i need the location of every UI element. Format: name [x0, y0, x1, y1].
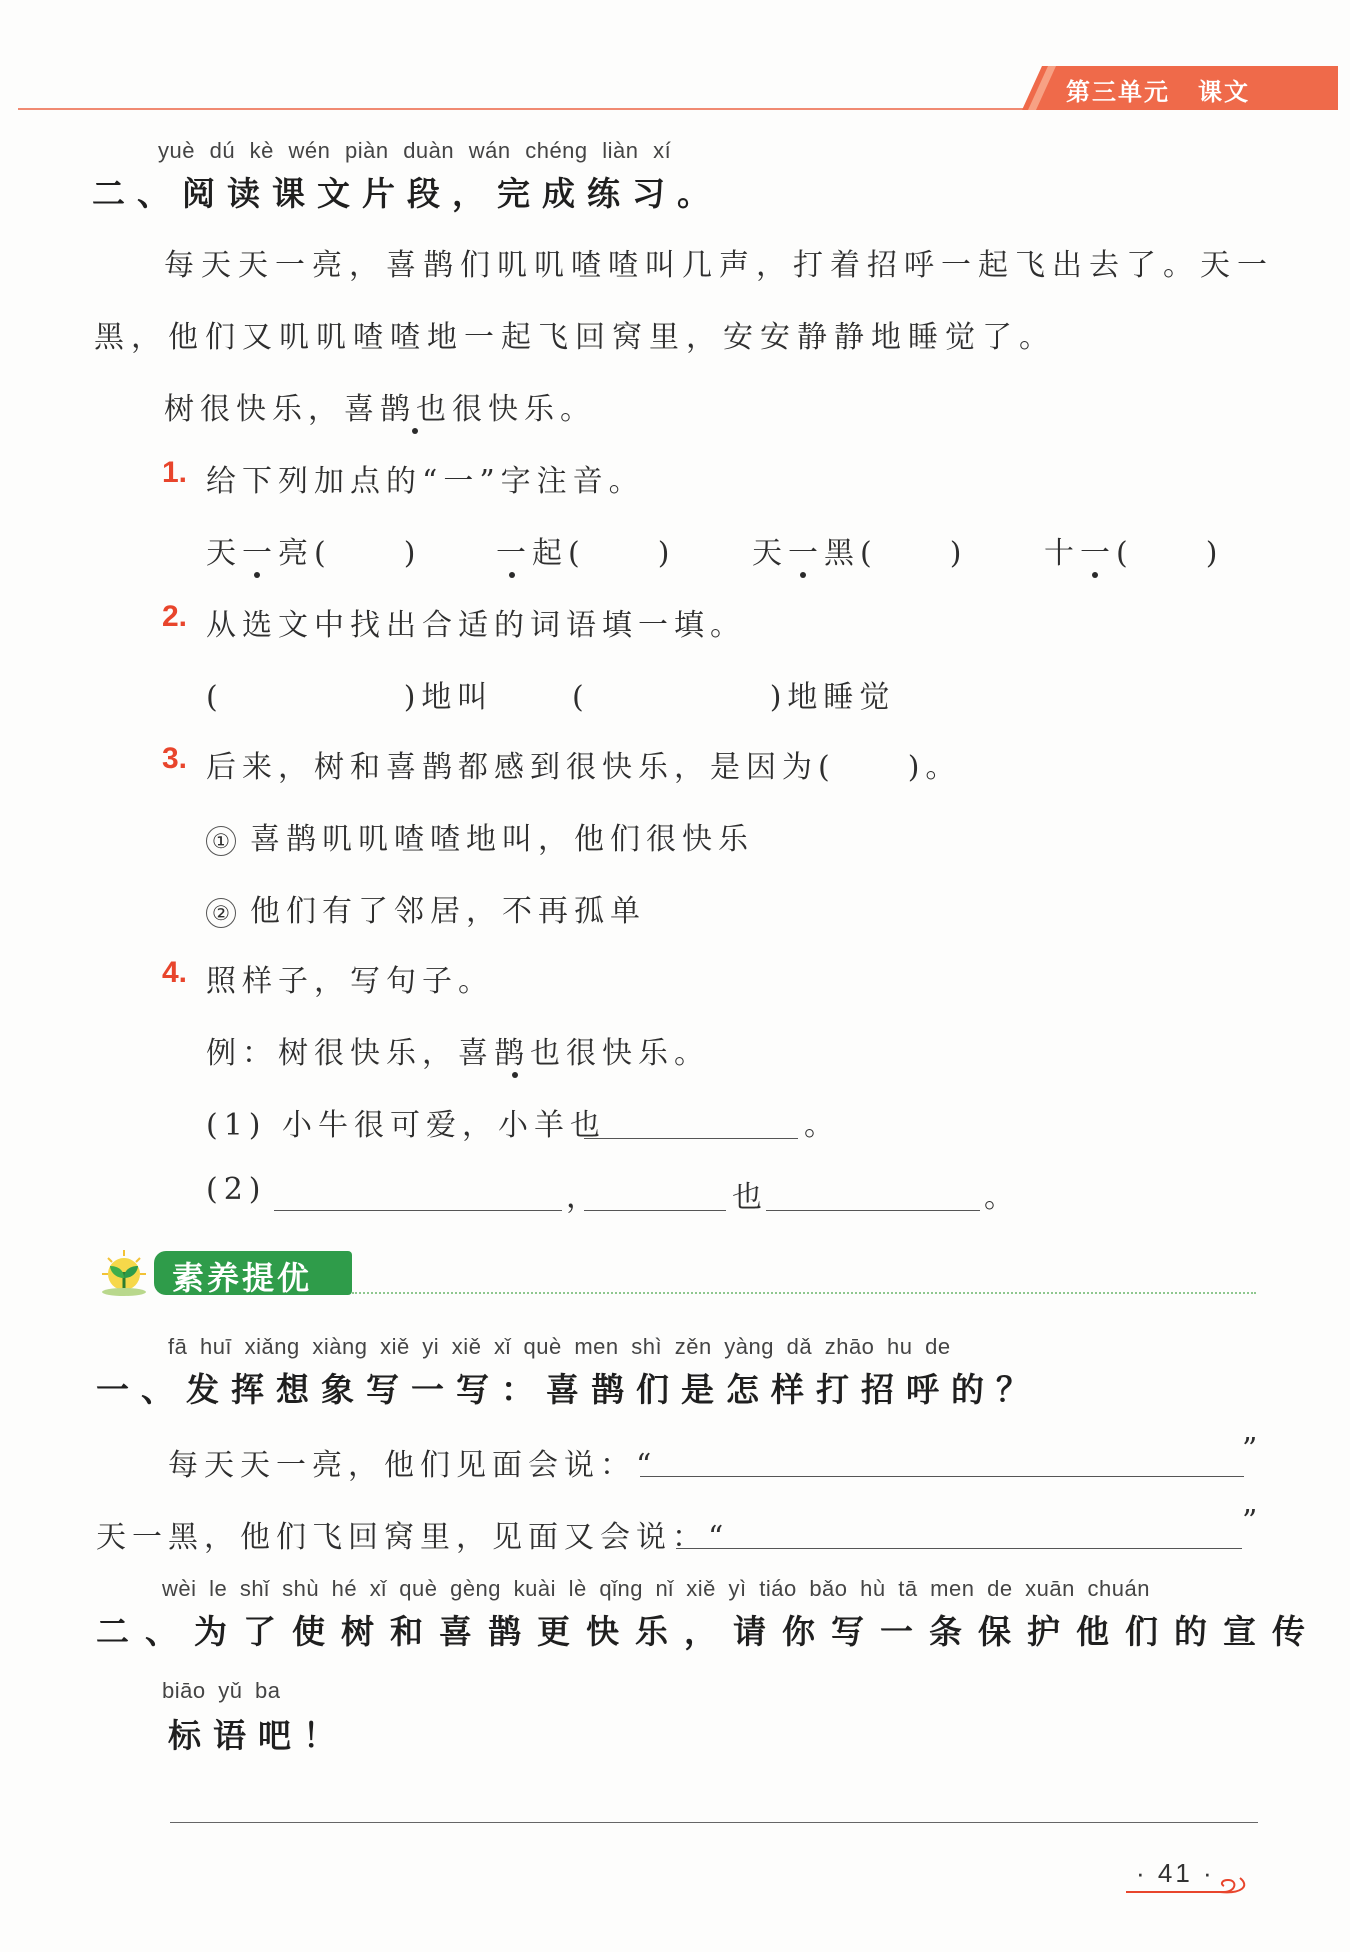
option-marker: ① [206, 826, 236, 856]
extra2-title: 二、为了使树和喜鹊更快乐，请你写一条保护他们的宣传 [96, 1612, 1321, 1651]
passage-line-3: 树很快乐，喜鹊也很快乐。 [164, 392, 596, 427]
extra2-title-2: 标语吧！ [168, 1716, 348, 1755]
q1-item-3: 天一黑( ) [752, 536, 968, 571]
q4-number: 4. [162, 956, 188, 989]
extra1-line-1-end: ” [1242, 1432, 1264, 1467]
q1-item-1: 天一亮( ) [206, 536, 422, 571]
passage-line-1: 每天天一亮，喜鹊们叽叽喳喳叫几声，打着招呼一起飞出去了。天一 [164, 248, 1274, 283]
q1-text: 给下列加点的“一”字注音。 [206, 464, 645, 499]
section2-title: 二、阅读课文片段，完成练习。 [92, 174, 722, 213]
emphasis-dot [512, 1072, 518, 1078]
q3-text: 后来，树和喜鹊都感到很快乐，是因为( )。 [206, 750, 962, 785]
q3-option-2 [206, 886, 646, 930]
lesson-label: 课文 [1198, 78, 1250, 106]
q4-sub2-ye: 也 [732, 1180, 768, 1215]
page-arrow-icon [1124, 1872, 1254, 1900]
emphasis-dot [800, 572, 806, 578]
option-text: 喜鹊叽叽喳喳地叫，他们很快乐 [250, 822, 754, 857]
answer-line [676, 1548, 1242, 1549]
emphasis-dot [1092, 572, 1098, 578]
q4-sub1-end: 。 [804, 1108, 840, 1143]
extra1-line-2: 天一黑，他们飞回窝里，见面又会说：“ [96, 1520, 730, 1555]
extra1-title: 一、发挥想象写一写：喜鹊们是怎样打招呼的？ [96, 1370, 1041, 1409]
q2-blank-1: ( )地叫 [206, 680, 494, 715]
answer-line [584, 1138, 798, 1139]
q4-sub2: (2) [206, 1172, 267, 1207]
extra1-pinyin: fā huī xiǎng xiàng xiě yi xiě xǐ què men shì zěn yàng dǎ zhāo hu de [168, 1334, 951, 1359]
extra2-pinyin-2: biāo yǔ ba [162, 1678, 281, 1703]
q3-number: 3. [162, 742, 188, 775]
passage-line-2: 黑，他们又叽叽喳喳地一起飞回窝里，安安静静地睡觉了。 [94, 320, 1056, 355]
answer-line [170, 1822, 1258, 1823]
extra1-line-1: 每天天一亮，他们见面会说：“ [168, 1448, 658, 1483]
unit-label: 第三单元 [1066, 78, 1170, 106]
emphasis-dot [412, 428, 418, 434]
answer-line [274, 1210, 562, 1211]
extra2-pinyin: wèi le shǐ shù hé xǐ què gèng kuài lè qǐng nǐ xiě yì tiáo bǎo hù tā men de xuān chuán [162, 1576, 1150, 1601]
page-number: · 41 · [1136, 1858, 1215, 1888]
banner-label: 素养提优 [172, 1259, 313, 1297]
extra1-line-2-end: ” [1242, 1504, 1264, 1539]
emphasis-dot [254, 572, 260, 578]
sprout-icon [96, 1248, 160, 1298]
answer-line [766, 1210, 980, 1211]
answer-line [640, 1476, 1244, 1477]
q2-blank-2: ( )地睡觉 [572, 680, 896, 715]
q4-text: 照样子，写句子。 [206, 964, 494, 999]
q4-sub2-end: 。 [984, 1180, 1020, 1215]
q1-item-2: 一起( ) [496, 536, 676, 571]
q1-item-4: 十一( ) [1044, 536, 1224, 571]
option-text: 他们有了邻居，不再孤单 [250, 894, 646, 929]
q3-option-1 [206, 814, 754, 858]
q2-text: 从选文中找出合适的词语填一填。 [206, 608, 746, 643]
section2-pinyin: yuè dú kè wén piàn duàn wán chéng liàn xí [158, 138, 672, 163]
q4-sub1: (1) 小牛很可爱，小羊也 [206, 1108, 607, 1143]
q4-sub2-comma: ， [566, 1180, 602, 1215]
banner-dotted-line [352, 1292, 1256, 1294]
q1-number: 1. [162, 456, 188, 489]
option-marker: ② [206, 898, 236, 928]
answer-line [584, 1210, 726, 1211]
q4-example: 例：树很快乐，喜鹊也很快乐。 [206, 1036, 710, 1071]
q2-number: 2. [162, 600, 188, 633]
emphasis-dot [509, 572, 515, 578]
